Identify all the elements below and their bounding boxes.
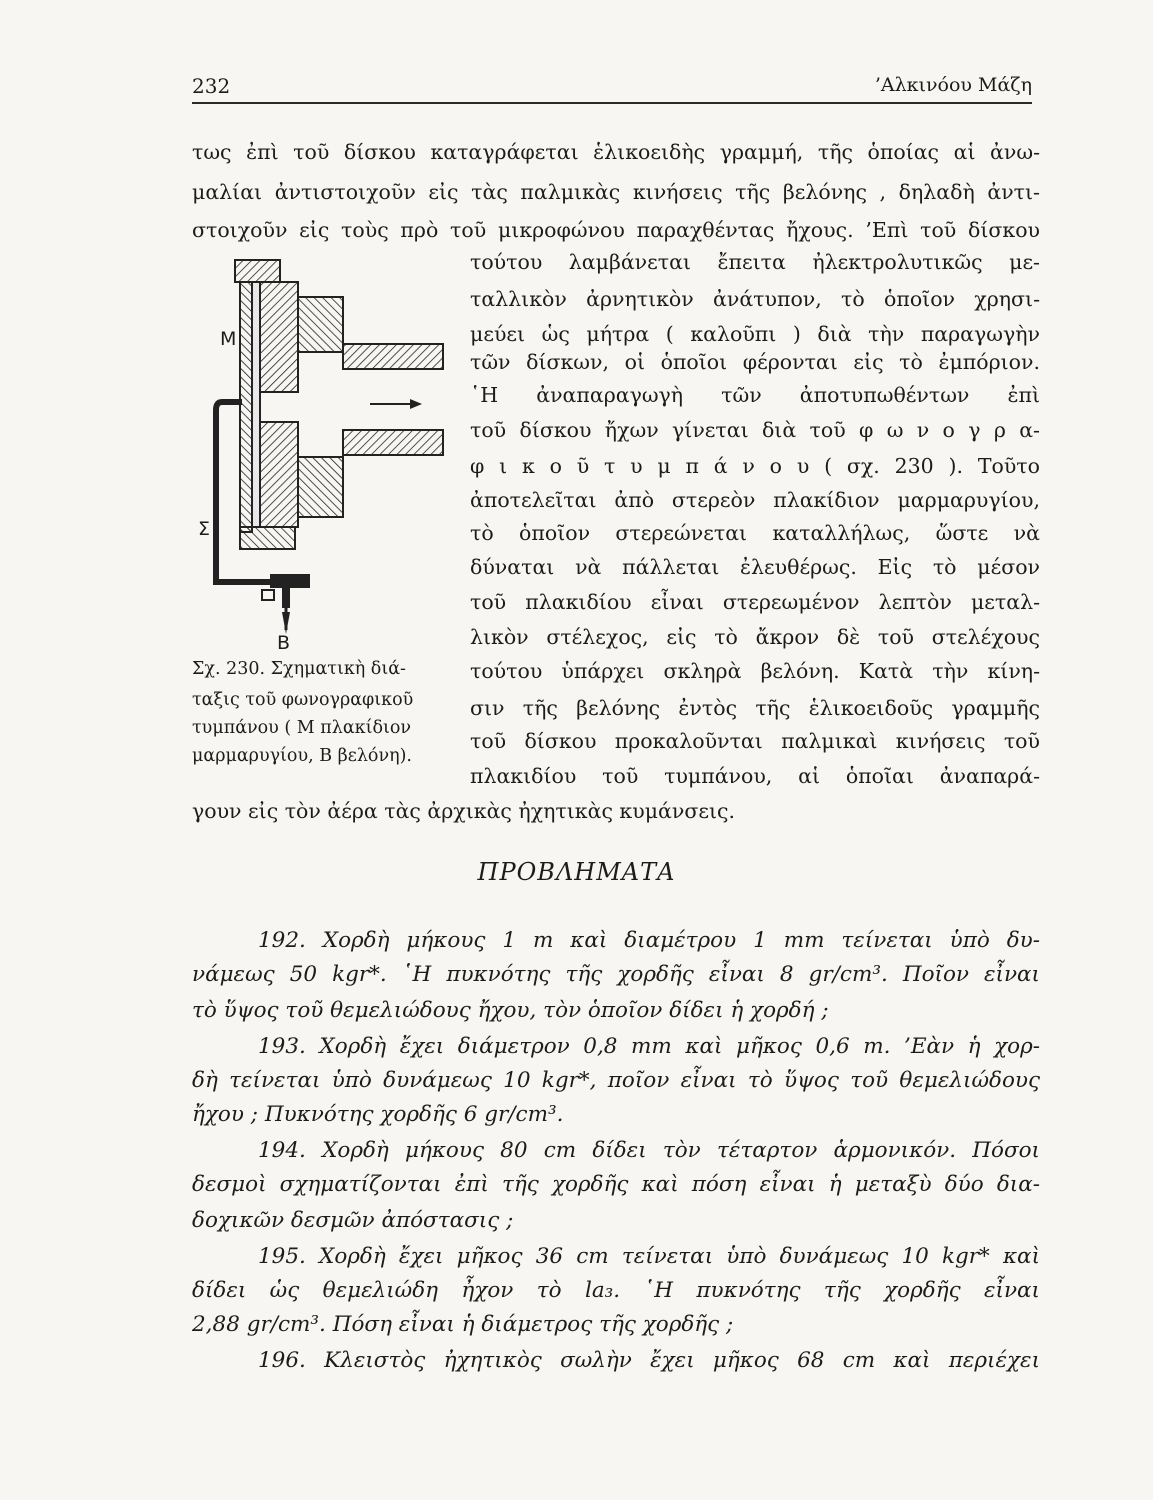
body-line: πλακιδίου τοῦ τυμπάνου, αἱ ὁποῖαι ἀναπαρά- <box>470 764 1040 788</box>
page-header <box>192 66 1032 104</box>
figure-caption-line: Σχ. 230. Σχηματικὴ διά- <box>192 659 406 679</box>
body-line: τούτου λαμβάνεται ἔπειτα ἠλεκτρολυτικῶς με- <box>470 250 1040 274</box>
problem-line: δίδει ὡς θεμελιώδη ἦχον τὸ la₃. ῾Η πυκνότης τῆς χορδῆς εἶναι <box>192 1278 1040 1303</box>
running-title: ’Αλκινόου Μάζη <box>874 74 1032 96</box>
body-line: ἀποτελεῖται ἀπὸ στερεὸν πλακίδιον μαρμαρυγίου, <box>470 488 1040 512</box>
problem-line: δοχικῶν δεσμῶν ἀπόστασις ; <box>192 1208 514 1233</box>
figure-caption-line: τυμπάνου ( Μ πλακίδιον <box>192 718 412 738</box>
figure-phonograph-diaphragm <box>200 252 460 657</box>
problem-line: τὸ ὕψος τοῦ θεμελιώδους ἤχου, τὸν ὁποῖον δίδει ἡ χορδή ; <box>192 998 829 1023</box>
label-b: B <box>277 632 291 654</box>
body-line: φ ι κ ο ῦ τ υ μ π ά ν ο υ ( σχ. 230 ). Τοῦτο <box>470 454 1040 478</box>
body-line: στοιχοῦν εἰς τοὺς πρὸ τοῦ μικροφώνου παραχθέντας ἤχους. ’Επὶ τοῦ δίσκου <box>192 218 1040 242</box>
problem-line: δὴ τείνεται ὑπὸ δυνάμεως 10 kgr*, ποῖον εἶναι τὸ ὕψος τοῦ θεμελιώδους <box>192 1068 1040 1093</box>
problem-line: δεσμοὶ σχηματίζονται ἐπὶ τῆς χορδῆς καὶ πόση εἶναι ἡ μεταξὺ δύο δια- <box>192 1172 1040 1197</box>
figure-caption-line: ταξις τοῦ φωνογραφικοῦ <box>192 690 414 710</box>
body-line: μαλίαι ἀντιστοιχοῦν εἰς τὰς παλμικὰς κινήσεις τῆς βελόνης , δηλαδὴ ἀντι- <box>192 180 1040 204</box>
body-line: λικὸν στέλεχος, εἰς τὸ ἄκρον δὲ τοῦ στελέχους <box>470 625 1040 649</box>
body-line: τούτου ὑπάρχει σκληρὰ βελόνη. Κατὰ τὴν κίνη- <box>470 659 1040 683</box>
problem-line: 196. Κλειστὸς ἠχητικὸς σωλὴν ἔχει μῆκος 68 cm καὶ περιέχει <box>258 1348 1040 1373</box>
label-sigma: Σ <box>198 518 211 540</box>
body-line: τοῦ δίσκου ἤχων γίνεται διὰ τοῦ φ ω ν ο γ ρ α- <box>470 418 1040 442</box>
problem-line: νάμεως 50 kgr*. ῾Η πυκνότης τῆς χορδῆς εἶναι 8 gr/cm³. Ποῖον εἶναι <box>192 962 1040 987</box>
body-line: τῶν δίσκων, οἱ ὁποῖοι φέρονται εἰς τὸ ἐμπόριον. <box>470 350 1040 374</box>
body-line: μεύει ὡς μήτρα ( καλοῦπι ) διὰ τὴν παραγωγὴν <box>470 322 1040 346</box>
problem-line: 195. Χορδὴ ἔχει μῆκος 36 cm τείνεται ὑπὸ δυνάμεως 10 kgr* καὶ <box>258 1244 1040 1269</box>
body-line: σιν τῆς βελόνης ἐντὸς τῆς ἑλικοειδοῦς γραμμῆς <box>470 696 1040 720</box>
page-number: 232 <box>192 74 231 98</box>
body-line: τὸ ὁποῖον στερεώνεται καταλλήλως, ὥστε νὰ <box>470 521 1040 545</box>
label-m: M <box>220 328 237 350</box>
body-line: τως ἐπὶ τοῦ δίσκου καταγράφεται ἑλικοειδὴς γραμμή, τῆς ὁποίας αἱ ἀνω- <box>192 140 1040 164</box>
problem-line: 193. Χορδὴ ἔχει διάμετρον 0,8 mm καὶ μῆκος 0,6 m. ’Εὰν ἡ χορ- <box>258 1034 1040 1059</box>
body-line: τοῦ πλακιδίου εἶναι στερεωμένον λεπτὸν μεταλ- <box>470 590 1040 614</box>
section-title: ΠΡΟΒΛΗΜΑΤΑ <box>477 858 676 886</box>
problem-line: 192. Χορδὴ μήκους 1 m καὶ διαμέτρου 1 mm τείνεται ὑπὸ δυ- <box>258 928 1040 953</box>
body-line: ταλλικὸν ἀρνητικὸν ἀνάτυπον, τὸ ὁποῖον χρησι- <box>470 287 1040 311</box>
figure-caption-line: μαρμαρυγίου, Β βελόνη). <box>192 746 412 766</box>
body-line: τοῦ δίσκου προκαλοῦνται παλμικαὶ κινήσεις τοῦ <box>470 729 1040 753</box>
problem-line: 194. Χορδὴ μήκους 80 cm δίδει τὸν τέταρτον ἁρμονικόν. Πόσοι <box>258 1138 1040 1163</box>
body-line: δύναται νὰ πάλλεται ἐλευθέρως. Εἰς τὸ μέσον <box>470 555 1040 579</box>
body-line: ῾Η ἀναπαραγωγὴ τῶν ἀποτυπωθέντων ἐπὶ <box>470 383 1040 407</box>
diagram-illustration <box>200 252 460 657</box>
problem-line: 2,88 gr/cm³. Πόση εἶναι ἡ διάμετρος τῆς χορδῆς ; <box>192 1312 734 1337</box>
problem-line: ἤχου ; Πυκνότης χορδῆς 6 gr/cm³. <box>192 1102 564 1127</box>
body-line-last: γουν εἰς τὸν ἀέρα τὰς ἀρχικὰς ἠχητικὰς κυμάνσεις. <box>192 799 735 823</box>
